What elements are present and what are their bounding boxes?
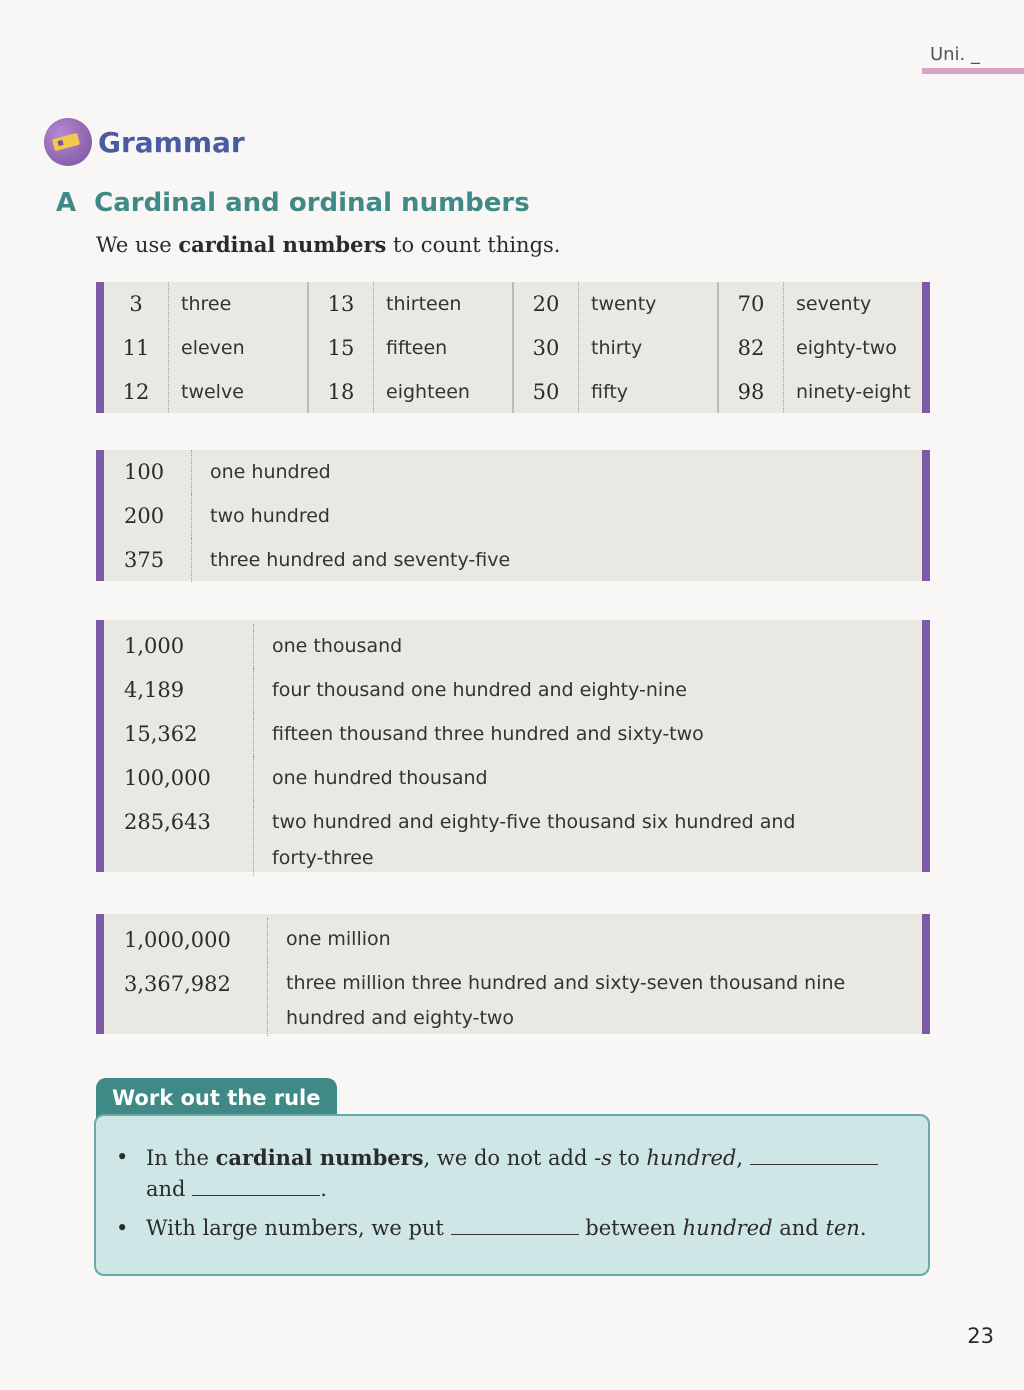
word-cell [254, 800, 795, 876]
number-cell: 3 [129, 292, 143, 316]
table-column [104, 282, 309, 413]
rule-text-italic: hundred [682, 1216, 773, 1240]
intro-part: to count things. [386, 233, 561, 257]
table-row [104, 538, 922, 582]
table-row [104, 918, 922, 962]
rule-box [94, 1114, 930, 1276]
bullet-icon: • [116, 1216, 129, 1240]
table-row [104, 712, 922, 756]
word-cell: three hundred and seventy-five [210, 549, 511, 571]
rule-text [146, 1213, 867, 1244]
number-cell: 285,643 [104, 800, 254, 876]
number-cell: 11 [122, 336, 150, 360]
number-cell: 70 [737, 292, 765, 316]
word-cell: eighty-two [796, 337, 897, 359]
rule-text-part: . [859, 1216, 867, 1240]
word-cell [268, 962, 845, 1036]
word-cell: one million [286, 928, 391, 950]
number-cell: 1,000 [104, 624, 254, 668]
rule-text [146, 1142, 878, 1205]
number-cell: 3,367,982 [104, 962, 268, 1036]
word-line: three million three hundred and sixty-seven thousand nine [286, 972, 846, 994]
rule-text-part: In the [146, 1146, 216, 1170]
intro-part: We use [96, 233, 179, 257]
unit-bar [922, 68, 1024, 74]
answer-blank[interactable] [192, 1177, 320, 1196]
table-column [514, 282, 719, 413]
word-cell: twelve [181, 381, 244, 403]
rule-text-part: , [736, 1146, 744, 1170]
answer-blank[interactable] [750, 1146, 878, 1165]
unit-label: Uni. _ [929, 44, 980, 65]
word-cell: three [181, 293, 232, 315]
word-cell: thirty [591, 337, 643, 359]
number-cell: 30 [532, 336, 560, 360]
word-cell: fifteen [386, 337, 448, 359]
numbers-table-millions [96, 914, 930, 1034]
number-cell: 98 [737, 380, 765, 404]
answer-blank[interactable] [451, 1216, 579, 1235]
rule-text-part: , we do not add [423, 1146, 595, 1170]
number-cell: 13 [327, 292, 355, 316]
word-cell: eighteen [386, 381, 470, 403]
table-row [104, 668, 922, 712]
table-row [104, 624, 922, 668]
numbers-table-hundreds [96, 450, 930, 581]
number-cell: 50 [532, 380, 560, 404]
table-row [104, 450, 922, 494]
number-cell: 100 [104, 450, 192, 494]
section-heading [56, 188, 530, 218]
grammar-badge-icon [44, 118, 92, 166]
numbers-table-basic [96, 282, 930, 413]
rule-text-italic: -s [594, 1146, 612, 1170]
number-cell: 18 [327, 380, 355, 404]
intro-text [96, 232, 560, 257]
rule-item [116, 1213, 904, 1244]
word-cell: twenty [591, 293, 657, 315]
rule-text-part: between [585, 1216, 676, 1240]
word-cell: fifty [591, 381, 629, 403]
word-cell: four thousand one hundred and eighty-nine [272, 679, 687, 701]
rule-text-italic: hundred [646, 1146, 737, 1170]
rule-text-italic: ten [825, 1216, 860, 1240]
word-cell: eleven [181, 337, 245, 359]
word-line: two hundred and eighty-five thousand six hundred and [272, 811, 796, 833]
word-cell: ninety-eight [796, 381, 911, 403]
grammar-header [44, 118, 245, 166]
page-number: 23 [967, 1324, 994, 1348]
word-cell: one hundred [210, 461, 331, 483]
number-cell: 20 [532, 292, 560, 316]
rule-text-bold: cardinal numbers [215, 1145, 424, 1170]
table-row [104, 756, 922, 800]
number-cell: 15,362 [104, 712, 254, 756]
number-cell: 100,000 [104, 756, 254, 800]
word-cell: thirteen [386, 293, 462, 315]
table-column [309, 282, 514, 413]
number-cell: 82 [737, 336, 765, 360]
word-cell: two hundred [210, 505, 330, 527]
word-line: forty-three [272, 847, 374, 869]
word-line: hundred and eighty-two [286, 1007, 515, 1029]
number-cell: 12 [122, 380, 150, 404]
rule-text-part: . [320, 1177, 327, 1201]
number-cell: 1,000,000 [104, 918, 268, 962]
table-row [104, 494, 922, 538]
rule-text-part: With large numbers, we put [146, 1216, 444, 1240]
table-row [104, 800, 922, 876]
table-row [104, 962, 922, 1036]
table-column [719, 282, 922, 413]
word-cell: seventy [796, 293, 872, 315]
word-cell: one thousand [272, 635, 403, 657]
rule-text-part: and [146, 1177, 186, 1201]
rule-text-part: and [779, 1216, 819, 1240]
number-cell: 200 [104, 494, 192, 538]
number-cell: 375 [104, 538, 192, 582]
section-title: Cardinal and ordinal numbers [94, 188, 530, 218]
number-cell: 4,189 [104, 668, 254, 712]
bullet-icon: • [116, 1145, 129, 1169]
number-cell: 15 [327, 336, 355, 360]
word-cell: fifteen thousand three hundred and sixty-two [272, 723, 704, 745]
word-cell: one hundred thousand [272, 767, 488, 789]
intro-bold: cardinal numbers [178, 232, 387, 257]
numbers-table-thousands [96, 620, 930, 872]
rule-tab-title: Work out the rule [96, 1078, 337, 1118]
grammar-title: Grammar [98, 125, 245, 159]
rule-item [116, 1142, 904, 1205]
section-letter: A [56, 188, 77, 218]
rule-text-part: to [611, 1146, 647, 1170]
